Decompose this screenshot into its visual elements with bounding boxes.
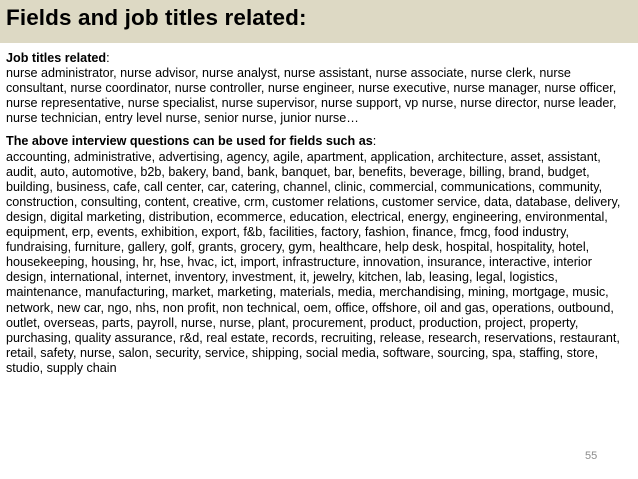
page-number: 55 (585, 450, 598, 462)
slide-title: Fields and job titles related: (6, 5, 307, 30)
fields-section (6, 134, 634, 376)
fields-heading: The above interview questions can be used for fields such as (6, 134, 373, 149)
fields-list: accounting, administrative, advertising, agency, agile, apartment, application, architecture, asset, assistant, audit, auto, automotive, b2b, bakery, band, bank, banquet, bar, benefits, beverage, billing, brand, budget, building, business, cafe, call center, car, catering, channel, clinic, commercial, communications, community, construction, consulting, content, creative, crm, customer relations, customer service, data, database, delivery, design, digital marketing, distribution, ecommerce, education, electrical, energy, engineering, environmental, equipment, erp, events, exhibition, export, f&b, facilities, factory, fashion, finance, fmcg, food industry, fundraising, furniture, gallery, golf, grants, grocery, gym, healthcare, help desk, hospital, hospitality, hotel, housekeeping, housing, hr, hse, hvac, ict, import, infrastructure, innovation, insurance, interactive, interior design, international, internet, inventory, investment, it, jewelry, kitchen, lab, leasing, legal, logistics, maintenance, manufacturing, market, marketing, materials, media, merchandising, mining, mortgage, music, network, new car, ngo, nhs, non profit, non technical, oem, office, offshore, oil and gas, operations, outbound, outlet, overseas, parts, payroll, nurse, nurse, plant, procurement, product, production, project, property, purchasing, quality assurance, r&d, real estate, records, recruiting, release, research, reservations, restaurant, retail, safety, nurse, salon, security, service, shipping, social media, software, sourcing, spa, staffing, store, studio, supply chain (6, 149, 621, 375)
job-titles-list: nurse administrator, nurse advisor, nurse analyst, nurse assistant, nurse associate, nurse clerk, nurse consultant, nurse coordinator, nurse controller, nurse engineer, nurse executive, nurse manager, nurse officer, nurse representative, nurse specialist, nurse supervisor, nurse support, vp nurse, nurse director, nurse leader, nurse technician, entry level nurse, senior nurse, junior nurse… (6, 66, 617, 126)
fields-header (6, 134, 634, 149)
job-titles-heading: Job titles related (6, 51, 107, 65)
slide-body (6, 51, 634, 376)
job-titles-header (6, 51, 634, 66)
fields-colon: : (372, 134, 377, 149)
job-titles-section (6, 51, 634, 126)
title-bar (0, 0, 638, 43)
job-titles-colon: : (106, 51, 110, 65)
